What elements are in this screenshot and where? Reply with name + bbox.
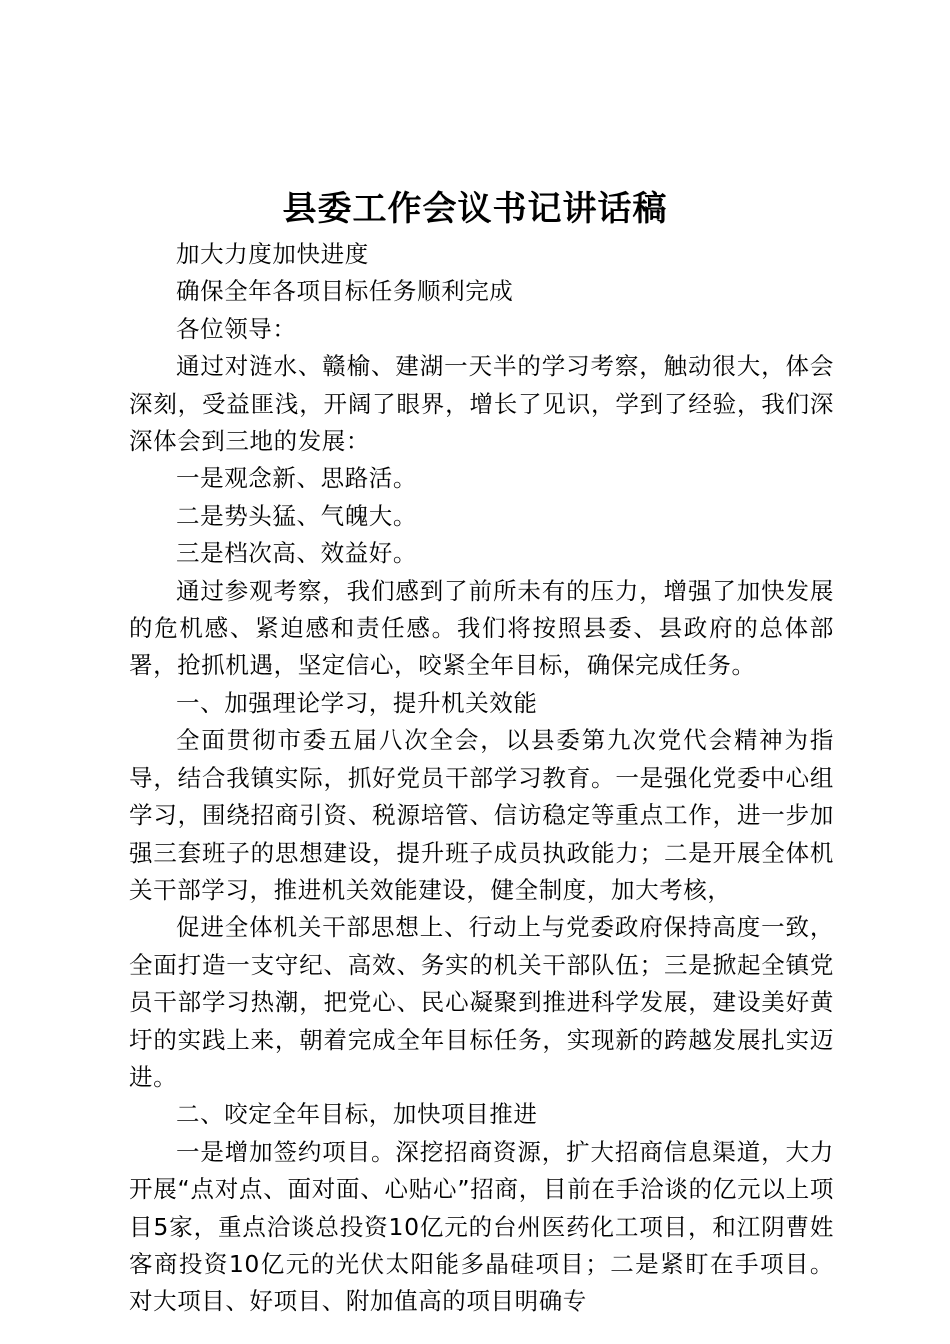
paragraph: 促进全体机关干部思想上、行动上与党委政府保持高度一致，全面打造一支守纪、高效、务实的机关干部队伍；三是掀起全镇党员干部学习热潮，把党心、民心凝聚到推进科学发展，建设美好黄圩的实践上来，朝着完成全年目标任务，实现新的跨越发展扎实迈进。: [129, 913, 834, 1091]
paragraph: 确保全年各项目标任务顺利完成: [176, 277, 514, 306]
paragraph: 一是观念新、思路活。: [176, 464, 417, 493]
paragraph: 二是势头猛、气魄大。: [176, 501, 417, 530]
paragraph: 通过对涟水、赣榆、建湖一天半的学习考察，触动很大，体会深刻，受益匪浅，开阔了眼界，增长了见识，学到了经验，我们深深体会到三地的发展：: [129, 352, 834, 456]
document-title: 县委工作会议书记讲话稿: [282, 189, 668, 229]
paragraph: 三是档次高、效益好。: [176, 539, 417, 568]
paragraph: 各位领导：: [176, 314, 297, 343]
section-heading: 二、咬定全年目标，加快项目推进: [176, 1100, 538, 1129]
document-body: [129, 236, 834, 1321]
paragraph: 一是增加签约项目。深挖招商资源，扩大招商信息渠道，大力开展“点对点、面对面、心贴心”招商，目前在手洽谈的亿元以上项目5家，重点洽谈总投资10亿元的台州医药化工项目，和江阴曹姓客商投资10亿元的光伏太阳能多晶硅项目；二是紧盯在手项目。对大项目、好项目、附加值高的项目明确专: [129, 1137, 834, 1316]
paragraph: 通过参观考察，我们感到了前所未有的压力，增强了加快发展的危机感、紧迫感和责任感。我们将按照县委、县政府的总体部署，抢抓机遇，坚定信心，咬紧全年目标，确保完成任务。: [129, 576, 834, 680]
section-heading: 一、加强理论学习，提升机关效能: [176, 688, 538, 717]
paragraph: 全面贯彻市委五届八次全会，以县委第九次党代会精神为指导，结合我镇实际，抓好党员干部学习教育。一是强化党委中心组学习，围绕招商引资、税源培管、信访稳定等重点工作，进一步加强三套班子的思想建设，提升班子成员执政能力；二是开展全体机关干部学习，推进机关效能建设，健全制度，加大考核，: [129, 726, 834, 904]
paragraph: 加大力度加快进度: [176, 240, 369, 268]
